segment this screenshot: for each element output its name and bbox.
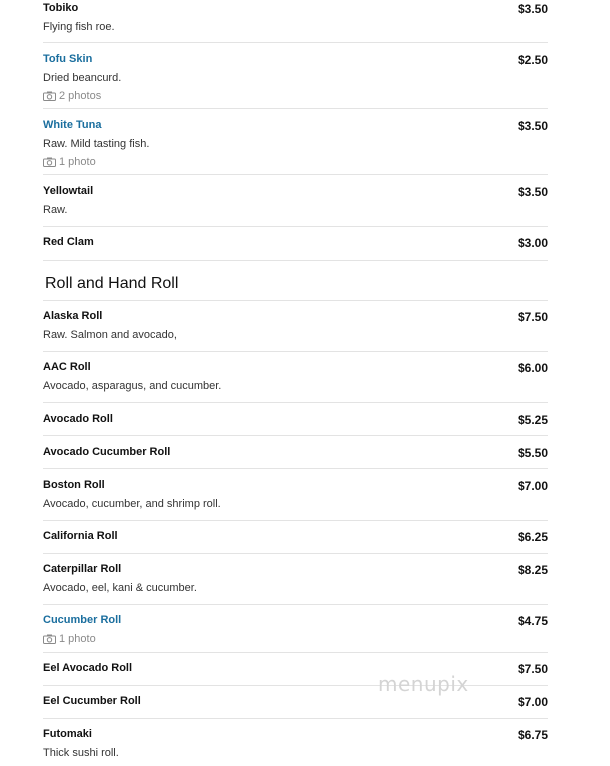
- item-price: $6.75: [517, 728, 548, 742]
- item-price: $8.25: [517, 563, 548, 577]
- item-name[interactable]: Cucumber Roll: [43, 614, 122, 626]
- item-price: $6.25: [517, 530, 548, 544]
- camera-icon: [43, 91, 56, 101]
- menu-item: [43, 521, 548, 554]
- camera-icon: [43, 157, 56, 167]
- menu-item: [43, 686, 548, 719]
- item-name: Tobiko: [43, 2, 79, 14]
- section-title: Roll and Hand Roll: [45, 275, 179, 292]
- item-description: Avocado, cucumber, and shrimp roll.: [43, 498, 221, 510]
- item-description: Raw.: [43, 204, 68, 216]
- item-price: $4.75: [517, 614, 548, 628]
- item-name[interactable]: Tofu Skin: [43, 53, 93, 65]
- item-name[interactable]: White Tuna: [43, 119, 102, 131]
- item-price: $2.50: [517, 53, 548, 67]
- item-description: Avocado, eel, kani & cucumber.: [43, 582, 197, 594]
- item-name: Eel Avocado Roll: [43, 662, 133, 674]
- menu-item: [43, 469, 548, 521]
- photos-link[interactable]: [43, 156, 96, 168]
- menu-item: [43, 653, 548, 686]
- item-description: Dried beancurd.: [43, 72, 122, 84]
- menu-item[interactable]: [43, 43, 548, 109]
- photos-count[interactable]: 1 photo: [59, 156, 96, 168]
- item-price: $5.25: [517, 413, 548, 427]
- photos-link[interactable]: [43, 633, 96, 645]
- camera-icon: [43, 634, 56, 644]
- menu-item: [43, 436, 548, 469]
- item-price: $7.00: [517, 479, 548, 493]
- item-price: $6.00: [517, 361, 548, 375]
- menu-item: [43, 300, 548, 352]
- menu-item[interactable]: [43, 109, 548, 175]
- item-price: $7.50: [517, 662, 548, 676]
- item-price: $3.00: [517, 236, 548, 250]
- item-name: Avocado Cucumber Roll: [43, 446, 171, 458]
- menu-item: [43, 403, 548, 436]
- item-name: Caterpillar Roll: [43, 563, 122, 575]
- item-description: Raw. Salmon and avocado,: [43, 329, 177, 341]
- menu-item: [43, 0, 548, 43]
- item-name: Boston Roll: [43, 479, 105, 491]
- photos-link[interactable]: [43, 90, 101, 102]
- menu-item: [43, 554, 548, 605]
- item-description: Raw. Mild tasting fish.: [43, 138, 150, 150]
- item-price: $7.50: [517, 310, 548, 324]
- menu-item[interactable]: [43, 605, 548, 653]
- item-name: AAC Roll: [43, 361, 91, 373]
- item-price: $7.00: [517, 695, 548, 709]
- item-name: Red Clam: [43, 236, 94, 248]
- item-name: Eel Cucumber Roll: [43, 695, 141, 707]
- menu-item: [43, 352, 548, 403]
- menu-item: [43, 719, 548, 766]
- item-price: $3.50: [517, 2, 548, 16]
- item-name: Alaska Roll: [43, 310, 103, 322]
- item-name: Yellowtail: [43, 185, 94, 197]
- item-price: $5.50: [517, 446, 548, 460]
- watermark: menupix: [378, 672, 469, 696]
- photos-count[interactable]: 1 photo: [59, 633, 96, 645]
- menu-item: [43, 175, 548, 227]
- item-name: Avocado Roll: [43, 413, 113, 425]
- photos-count[interactable]: 2 photos: [59, 90, 102, 102]
- item-description: Flying fish roe.: [43, 21, 115, 33]
- item-name: California Roll: [43, 530, 118, 542]
- item-price: $3.50: [517, 185, 548, 199]
- item-name: Futomaki: [43, 728, 92, 740]
- item-description: Thick sushi roll.: [43, 747, 119, 759]
- item-price: $3.50: [517, 119, 548, 133]
- menu-item: [43, 227, 548, 261]
- item-description: Avocado, asparagus, and cucumber.: [43, 380, 222, 392]
